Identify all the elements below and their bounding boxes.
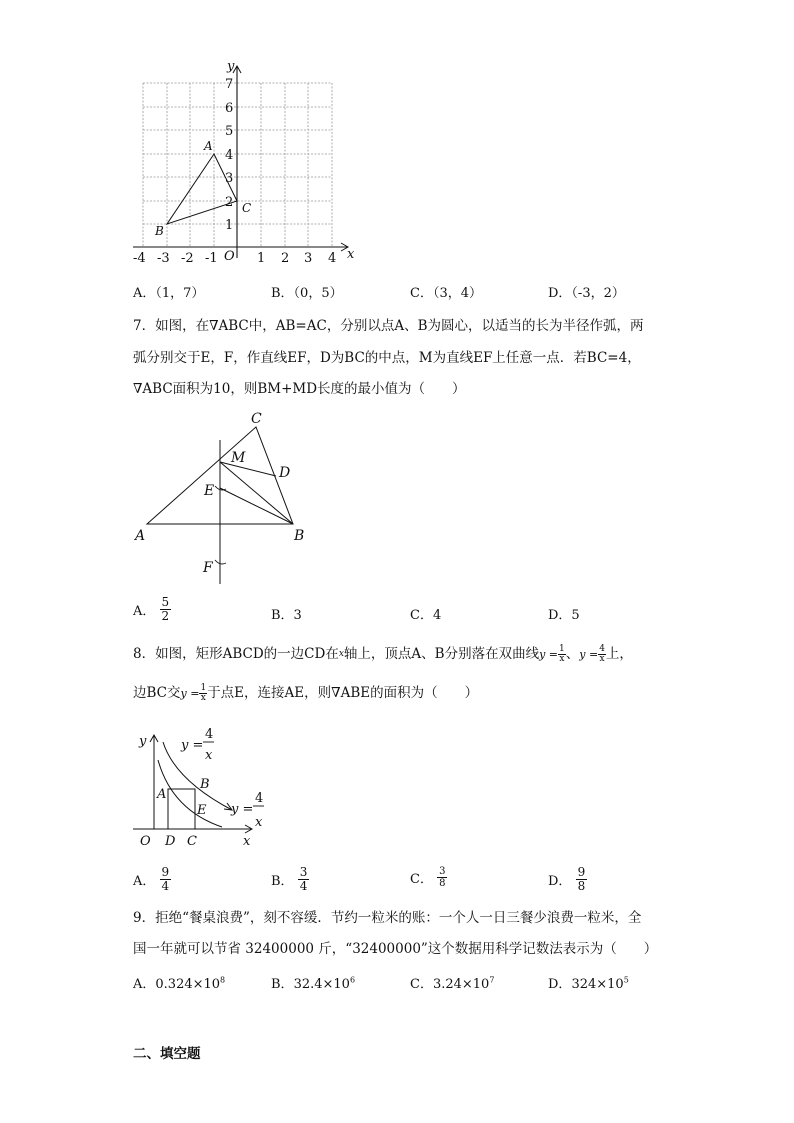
- q6-x-tick: 2: [281, 251, 290, 266]
- q6-y-label: y: [227, 59, 235, 74]
- q7-option-a-fraction: $\frac{5}{2}$: [161, 595, 170, 623]
- q6-option-a[interactable]: A．（1，7）: [133, 286, 205, 301]
- q7-label-b: B: [294, 528, 305, 544]
- q9-option-a[interactable]: A．$0.324\times 10^8$: [133, 975, 226, 992]
- q7-question-line-3: ∇ABC面积为10，则BM+MD长度的最小值为（ ）: [133, 381, 466, 397]
- q8-top-eq: y =: [181, 738, 204, 753]
- q8-y-label: y: [139, 734, 147, 749]
- q8-top-num: 4: [205, 727, 214, 742]
- q6-x-tick: -4: [133, 251, 146, 266]
- q8-option-a-fraction: $\frac{9}{4}$: [161, 865, 170, 893]
- q8-top-den: x: [205, 748, 213, 763]
- q6-y-tick: 4: [225, 148, 234, 163]
- q8-x-label: x: [243, 834, 251, 849]
- q7-option-d[interactable]: D．5: [548, 608, 580, 623]
- section-heading-fill-in: 二、填空题: [133, 1046, 201, 1062]
- q6-x-tick: 1: [257, 251, 266, 266]
- q7-option-c[interactable]: C．4: [410, 608, 442, 623]
- q7-label-a: A: [135, 528, 146, 544]
- q6-x-tick: -2: [181, 251, 194, 266]
- q7-label-c: C: [251, 411, 262, 427]
- q8-option-c-fraction: $\frac{3}{8}$: [439, 866, 446, 889]
- q6-y-tick: 6: [225, 101, 234, 116]
- q9-option-c[interactable]: C．$3.24\times 10^7$: [410, 975, 495, 992]
- q8-option-a[interactable]: A． $\frac{9}{4}$: [133, 865, 170, 893]
- q6-point-b: B: [155, 224, 164, 238]
- q6-y-tick: 7: [225, 77, 234, 92]
- q6-option-d[interactable]: D．（-3，2）: [548, 286, 625, 301]
- q6-option-b[interactable]: B．（0，5）: [271, 286, 343, 301]
- q7-question-line-1: 7．如图，在∇ABC中，AB=AC，分别以点A、B为圆心，以适当的长为半径作弧，两: [133, 318, 644, 334]
- q7-label-e: E: [204, 483, 215, 499]
- q8-label-a: A: [157, 787, 167, 802]
- q6-triangle-abc: [167, 154, 237, 224]
- q8-option-d-fraction: $\frac{9}{8}$: [577, 865, 586, 893]
- q6-option-c[interactable]: C．（3，4）: [410, 286, 482, 301]
- q6-x-tick: 3: [304, 251, 313, 266]
- q7-label-d: D: [279, 465, 291, 481]
- q8-label-d: D: [165, 834, 176, 849]
- q7-option-b[interactable]: B．3: [271, 608, 302, 623]
- q6-point-c: C: [242, 201, 252, 215]
- q6-y-tick: 3: [225, 171, 234, 186]
- q7-option-a[interactable]: [133, 596, 171, 623]
- q8-option-b-fraction: $\frac{3}{4}$: [299, 865, 308, 893]
- q6-coordinate-figure: [128, 56, 364, 266]
- q6-origin: O: [224, 249, 235, 264]
- q9-question-line-2: 国一年就可以节省 32400000 斤，“32400000”这个数据用科学记数法表示为（ ）: [133, 941, 658, 957]
- q6-y-tick: 1: [225, 218, 234, 233]
- q7-triangle-figure: [128, 405, 318, 590]
- q6-point-a: A: [204, 139, 213, 153]
- q9-option-b[interactable]: B．$32.4\times 10^6$: [271, 975, 356, 992]
- q8-option-c[interactable]: C． $\frac{3}{8}$: [410, 866, 446, 889]
- q6-x-label: x: [347, 247, 355, 262]
- q8-label-o: O: [140, 834, 151, 849]
- q6-x-tick: -1: [205, 251, 218, 266]
- q8-option-b[interactable]: B． $\frac{3}{4}$: [271, 865, 308, 893]
- q9-question-line-1: 9．拒绝“餐桌浪费”，刻不容缓．节约一粒米的账：一个人一日三餐少浪费一粒米，全: [133, 910, 642, 926]
- q8-question-line-2: 边BC交y = $\frac{1}{x}$ 于点E，连接AE，则∇ABE的面积为（ ）: [133, 683, 479, 703]
- q7-label-f: F: [203, 560, 213, 576]
- q6-y-tick: 5: [225, 124, 234, 139]
- q8-right-den: x: [255, 815, 263, 830]
- q8-label-c: C: [187, 834, 197, 849]
- q8-question-line-1: 8．如图，矩形ABCD的一边CD在$^x$轴上，顶点A、B分别落在双曲线y = $\frac{1}{x}$ 、y = $\frac{4}{x}$ 上，: [133, 644, 633, 664]
- q6-x-tick: -3: [157, 251, 170, 266]
- q7-question-line-2: 弧分别交于E，F，作直线EF，D为BC的中点，M为直线EF上任意一点．若BC=4，: [133, 350, 641, 366]
- q8-option-d[interactable]: D． $\frac{9}{8}$: [548, 865, 586, 893]
- q8-right-eq: y =: [231, 802, 254, 817]
- q7-label-m: M: [231, 450, 246, 466]
- q9-option-d[interactable]: D．$324\times 10^5$: [548, 975, 629, 992]
- q8-right-num: 4: [255, 791, 264, 806]
- q6-y-tick: 2: [225, 195, 234, 210]
- q6-x-tick: 4: [328, 251, 337, 266]
- q8-label-e: E: [197, 803, 207, 818]
- q7-option-a-label: A．: [133, 604, 156, 619]
- q8-hyperbola-figure: [128, 720, 278, 855]
- q8-rectangle-abcd: [168, 789, 195, 829]
- q8-label-b: B: [200, 777, 210, 792]
